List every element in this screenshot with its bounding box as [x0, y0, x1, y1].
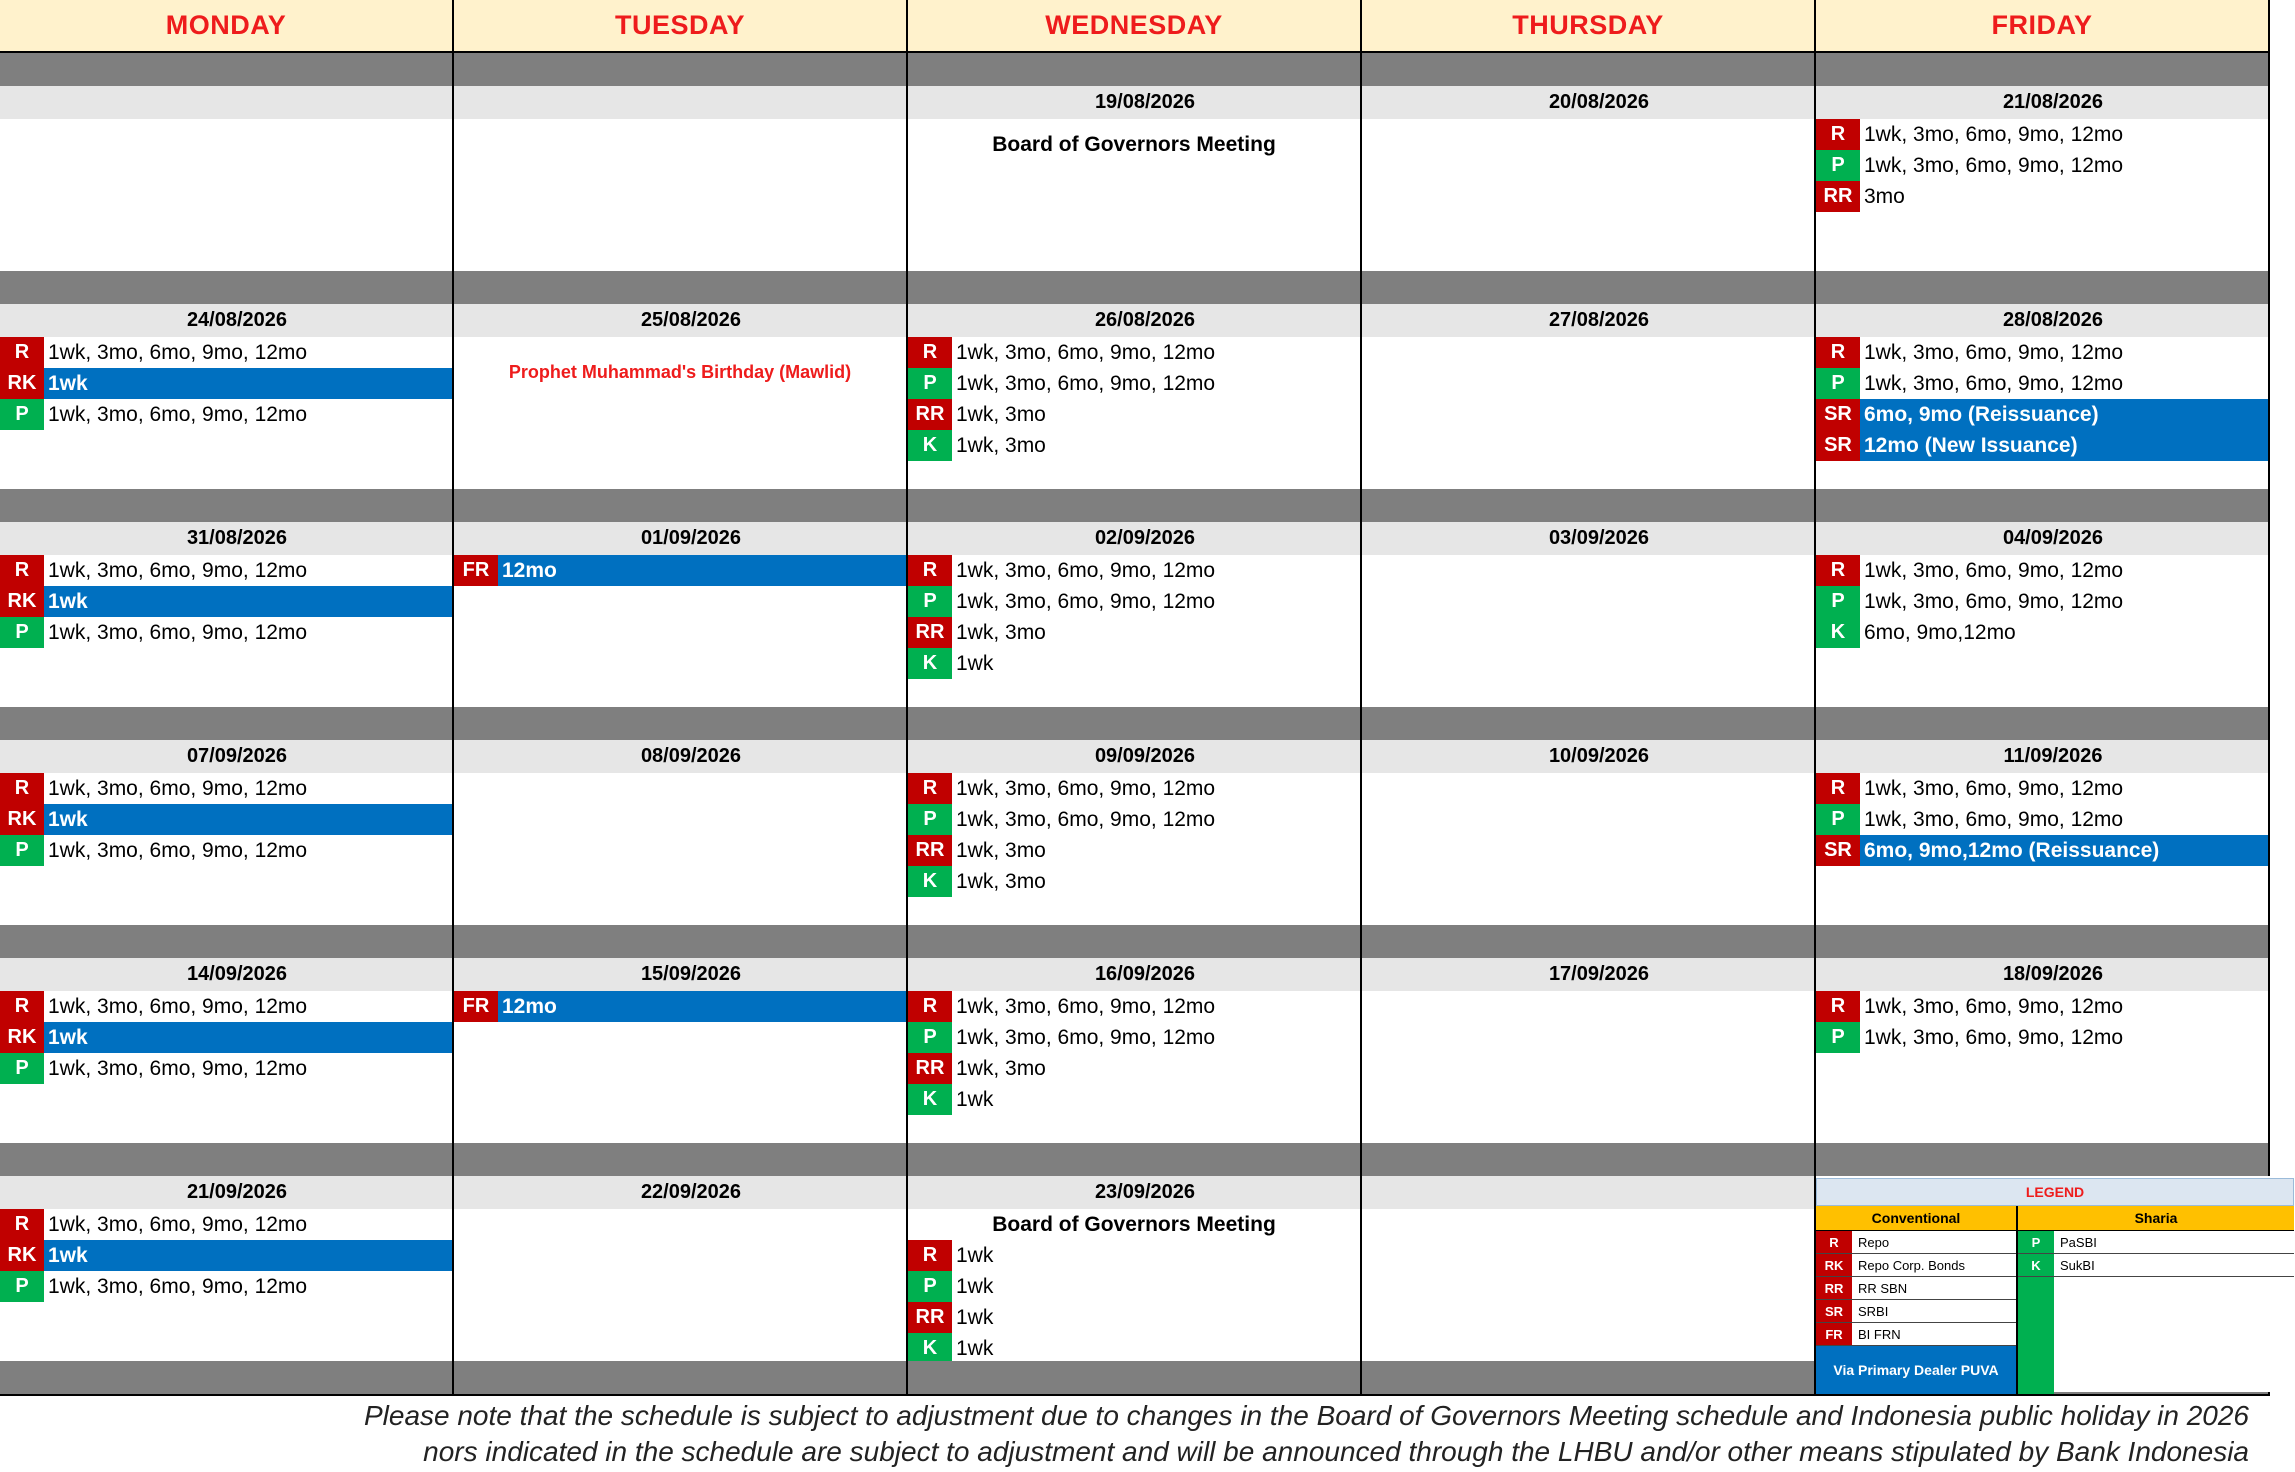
instrument-tag: SR	[1816, 430, 1860, 461]
instrument-tag: P	[0, 1271, 44, 1302]
date-label: 26/08/2026	[908, 304, 1360, 337]
tenor-text: 6mo, 9mo,12mo (Reissuance)	[1864, 838, 2160, 862]
date-label: 04/09/2026	[1816, 522, 2268, 555]
instrument-tag: P	[0, 1053, 44, 1084]
tenor-text: 1wk, 3mo, 6mo, 9mo, 12mo	[956, 807, 1216, 831]
date-label: 08/09/2026	[454, 740, 906, 773]
date-label: 09/09/2026	[908, 740, 1360, 773]
auction-row	[0, 337, 452, 368]
day-cell	[1816, 958, 2270, 1143]
auction-row	[908, 1084, 1360, 1115]
separator	[1816, 489, 2270, 522]
instrument-tag: RK	[0, 1022, 44, 1053]
day-cell	[0, 740, 454, 925]
legend-row	[2018, 1254, 2294, 1277]
day-cell	[454, 304, 908, 489]
separator	[454, 489, 908, 522]
day-cell	[454, 740, 908, 925]
tenor-text: 1wk, 3mo, 6mo, 9mo, 12mo	[1864, 776, 2124, 800]
tenor-text: 1wk, 3mo, 6mo, 9mo, 12mo	[48, 994, 308, 1018]
legend	[1816, 1178, 2294, 1392]
tenor-text: 1wk	[48, 589, 88, 613]
instrument-tag: R	[1816, 119, 1860, 150]
separator	[1816, 1143, 2270, 1176]
day-cell	[908, 740, 1362, 925]
separator	[0, 925, 454, 958]
instrument-tag: R	[0, 337, 44, 368]
tenor-text: 1wk, 3mo, 6mo, 9mo, 12mo	[48, 838, 308, 862]
auction-row	[1816, 1022, 2268, 1053]
instrument-tag: R	[0, 991, 44, 1022]
instrument-tag: R	[908, 991, 952, 1022]
instrument-tag: RR	[1816, 181, 1860, 212]
auction-row	[0, 1022, 452, 1053]
date-label: 01/09/2026	[454, 522, 906, 555]
auction-row	[908, 773, 1360, 804]
tenor-text: 1wk	[48, 1025, 88, 1049]
day-cell	[908, 522, 1362, 707]
instrument-tag: R	[908, 555, 952, 586]
day-cell	[0, 1176, 454, 1361]
tenor-text: 6mo, 9mo (Reissuance)	[1864, 402, 2099, 426]
event-note: Board of Governors Meeting	[992, 133, 1276, 156]
instrument-tag: RR	[908, 617, 952, 648]
tenor-text: 1wk, 3mo, 6mo, 9mo, 12mo	[1864, 1025, 2124, 1049]
legend-row	[1816, 1231, 2016, 1254]
auction-row	[908, 617, 1360, 648]
event-note: Board of Governors Meeting	[992, 1213, 1276, 1236]
separator	[1816, 707, 2270, 740]
separator	[1362, 53, 1816, 86]
date-label: 07/09/2026	[0, 740, 452, 773]
instrument-tag: R	[0, 555, 44, 586]
auction-row	[1816, 399, 2268, 430]
instrument-tag: R	[1816, 337, 1860, 368]
instrument-tag: P	[0, 617, 44, 648]
legend-tag: RK	[1816, 1254, 1852, 1276]
instrument-tag: R	[1816, 555, 1860, 586]
day-cell	[1816, 522, 2270, 707]
auction-row	[0, 1240, 452, 1271]
auction-row	[1816, 181, 2268, 212]
separator	[0, 1143, 454, 1176]
separator	[454, 1143, 908, 1176]
date-label: 28/08/2026	[1816, 304, 2268, 337]
separator	[908, 53, 1362, 86]
auction-row	[908, 1333, 1360, 1361]
separator	[908, 271, 1362, 304]
instrument-tag: K	[908, 430, 952, 461]
auction-row	[908, 337, 1360, 368]
tenor-text: 1wk	[48, 371, 88, 395]
instrument-tag: R	[908, 773, 952, 804]
legend-row	[1816, 1254, 2016, 1277]
tenor-text: 1wk, 3mo, 6mo, 9mo, 12mo	[1864, 153, 2124, 177]
day-cell	[0, 958, 454, 1143]
auction-row	[908, 555, 1360, 586]
auction-row	[1816, 586, 2268, 617]
tenor-text: 1wk, 3mo, 6mo, 9mo, 12mo	[1864, 994, 2124, 1018]
separator	[1362, 707, 1816, 740]
instrument-tag: P	[0, 399, 44, 430]
tenor-text: 1wk, 3mo, 6mo, 9mo, 12mo	[48, 340, 308, 364]
tenor-text: 1wk, 3mo	[956, 1056, 1046, 1080]
date-label: 11/09/2026	[1816, 740, 2268, 773]
tenor-text: 1wk	[956, 1087, 994, 1111]
auction-row	[454, 555, 906, 586]
instrument-tag: K	[1816, 617, 1860, 648]
legend-label: PaSBI	[2060, 1234, 2097, 1250]
tenor-text: 1wk, 3mo, 6mo, 9mo, 12mo	[956, 589, 1216, 613]
legend-tag: SR	[1816, 1300, 1852, 1322]
date-label: 10/09/2026	[1362, 740, 1814, 773]
legend-row	[1816, 1300, 2016, 1323]
date-label: 22/09/2026	[454, 1176, 906, 1209]
auction-row	[1816, 617, 2268, 648]
tenor-text: 1wk	[956, 1305, 994, 1329]
auction-row	[908, 399, 1360, 430]
legend-label: SRBI	[1858, 1303, 1889, 1319]
separator	[1362, 925, 1816, 958]
auction-row	[0, 1271, 452, 1302]
auction-row	[0, 991, 452, 1022]
instrument-tag: RK	[0, 586, 44, 617]
separator	[0, 1361, 454, 1394]
legend-label: BI FRN	[1858, 1326, 1901, 1342]
tenor-text: 1wk, 3mo, 6mo, 9mo, 12mo	[956, 1025, 1216, 1049]
legend-row	[2018, 1231, 2294, 1254]
day-cell	[908, 1176, 1362, 1361]
auction-row	[908, 991, 1360, 1022]
instrument-tag: RR	[908, 1302, 952, 1333]
tenor-text: 1wk, 3mo	[956, 620, 1046, 644]
day-cell	[0, 522, 454, 707]
auction-row	[0, 773, 452, 804]
day-cell	[1816, 304, 2270, 489]
auction-row	[0, 804, 452, 835]
date-label: 24/08/2026	[0, 304, 452, 337]
instrument-tag: SR	[1816, 399, 1860, 430]
date-label: 31/08/2026	[0, 522, 452, 555]
tenor-text: 1wk	[956, 1336, 994, 1360]
separator	[0, 53, 454, 86]
instrument-tag: K	[908, 648, 952, 679]
date-label: 14/09/2026	[0, 958, 452, 991]
day-cell	[1362, 522, 1816, 707]
separator	[1816, 271, 2270, 304]
date-label: 25/08/2026	[454, 304, 906, 337]
tenor-text: 1wk, 3mo, 6mo, 9mo, 12mo	[956, 776, 1216, 800]
instrument-tag: R	[908, 337, 952, 368]
tenor-text: 12mo (New Issuance)	[1864, 433, 2078, 457]
auction-row	[1816, 337, 2268, 368]
day-cell	[1362, 958, 1816, 1143]
tenor-text: 1wk, 3mo	[956, 433, 1046, 457]
auction-row	[1816, 150, 2268, 181]
instrument-tag: P	[908, 804, 952, 835]
day-cell	[454, 958, 908, 1143]
day-cell	[908, 958, 1362, 1143]
tenor-text: 1wk, 3mo	[956, 869, 1046, 893]
date-label	[454, 86, 906, 119]
day-cell	[454, 1176, 908, 1361]
separator	[1362, 1361, 1816, 1394]
instrument-tag: R	[0, 1209, 44, 1240]
tenor-text: 1wk, 3mo, 6mo, 9mo, 12mo	[1864, 589, 2124, 613]
day-cell	[908, 304, 1362, 489]
separator	[1362, 1143, 1816, 1176]
tenor-text: 1wk, 3mo, 6mo, 9mo, 12mo	[48, 558, 308, 582]
tenor-text: 12mo	[502, 994, 557, 1018]
separator	[1362, 489, 1816, 522]
auction-row	[1816, 835, 2268, 866]
instrument-tag: R	[1816, 991, 1860, 1022]
separator	[454, 707, 908, 740]
auction-row	[908, 835, 1360, 866]
separator	[1362, 271, 1816, 304]
instrument-tag: K	[908, 1333, 952, 1361]
auction-row	[1816, 773, 2268, 804]
separator	[454, 925, 908, 958]
tenor-text: 1wk, 3mo, 6mo, 9mo, 12mo	[48, 776, 308, 800]
day-header-friday: FRIDAY	[1816, 0, 2270, 53]
date-label: 20/08/2026	[1362, 86, 1814, 119]
auction-row	[1816, 804, 2268, 835]
separator	[0, 489, 454, 522]
day-cell	[1816, 740, 2270, 925]
separator	[454, 1361, 908, 1394]
disclaimer	[0, 1398, 2249, 1470]
separator	[908, 1143, 1362, 1176]
separator	[0, 271, 454, 304]
disclaimer-line-2: nors indicated in the schedule are subject to adjustment and will be announced through the LHBU and/or other means stipulated by Bank Indonesia	[423, 1436, 2249, 1467]
legend-label: SukBI	[2060, 1257, 2095, 1273]
auction-row	[1816, 991, 2268, 1022]
legend-label: RR SBN	[1858, 1280, 1908, 1296]
tenor-text: 1wk, 3mo, 6mo, 9mo, 12mo	[48, 1212, 308, 1236]
auction-row	[908, 1302, 1360, 1333]
day-cell	[0, 304, 454, 489]
auction-row	[908, 1271, 1360, 1302]
legend-title: LEGEND	[1816, 1178, 2294, 1206]
legend-tag: FR	[1816, 1323, 1852, 1345]
tenor-text: 1wk, 3mo, 6mo, 9mo, 12mo	[956, 558, 1216, 582]
auction-row	[908, 430, 1360, 461]
instrument-tag: P	[908, 1271, 952, 1302]
auction-row	[0, 586, 452, 617]
auction-row	[0, 1053, 452, 1084]
tenor-text: 1wk, 3mo, 6mo, 9mo, 12mo	[48, 620, 308, 644]
legend-row	[1816, 1323, 2016, 1346]
day-header-thursday: THURSDAY	[1362, 0, 1816, 53]
disclaimer-line-1: Please note that the schedule is subject to adjustment due to changes in the Board of Governors Meeting schedule and Indonesia public holiday in 2026	[363, 1400, 2249, 1431]
legend-tag: K	[2018, 1254, 2054, 1276]
tenor-text: 1wk	[956, 1274, 994, 1298]
day-cell	[454, 522, 908, 707]
auction-row	[908, 1240, 1360, 1271]
instrument-tag: RK	[0, 1240, 44, 1271]
day-cell	[0, 86, 454, 271]
auction-row	[0, 835, 452, 866]
auction-row	[1816, 555, 2268, 586]
legend-sharia-header: Sharia	[2018, 1206, 2294, 1231]
legend-tag: R	[1816, 1231, 1852, 1253]
instrument-tag: FR	[454, 555, 498, 586]
separator	[1816, 53, 2270, 86]
legend-conventional-header: Conventional	[1816, 1206, 2016, 1231]
tenor-text: 1wk, 3mo, 6mo, 9mo, 12mo	[1864, 558, 2124, 582]
legend-label: Repo	[1858, 1234, 1890, 1250]
instrument-tag: P	[1816, 150, 1860, 181]
date-label: 21/08/2026	[1816, 86, 2268, 119]
instrument-tag: P	[1816, 1022, 1860, 1053]
day-header-wednesday: WEDNESDAY	[908, 0, 1362, 53]
separator	[0, 707, 454, 740]
tenor-text: 1wk, 3mo, 6mo, 9mo, 12mo	[48, 1056, 308, 1080]
instrument-tag: P	[908, 1022, 952, 1053]
instrument-tag: SR	[1816, 835, 1860, 866]
instrument-tag: FR	[454, 991, 498, 1022]
instrument-tag: RR	[908, 399, 952, 430]
tenor-text: 1wk, 3mo	[956, 402, 1046, 426]
date-label	[0, 86, 452, 119]
auction-row	[908, 368, 1360, 399]
separator	[908, 925, 1362, 958]
instrument-tag: R	[1816, 773, 1860, 804]
auction-row	[1816, 368, 2268, 399]
day-cell	[454, 86, 908, 271]
separator	[908, 707, 1362, 740]
separator	[454, 271, 908, 304]
auction-row	[908, 648, 1360, 679]
auction-row	[908, 1053, 1360, 1084]
separator	[908, 1361, 1362, 1394]
auction-row	[0, 617, 452, 648]
auction-row	[0, 1209, 452, 1240]
date-label: 17/09/2026	[1362, 958, 1814, 991]
separator	[454, 53, 908, 86]
instrument-tag: RR	[908, 835, 952, 866]
date-label	[1362, 1176, 1814, 1209]
legend-row	[1816, 1277, 2016, 1300]
auction-row	[0, 399, 452, 430]
auction-row	[1816, 430, 2268, 461]
holiday-note: Prophet Muhammad's Birthday (Mawlid)	[508, 362, 852, 382]
legend-conventional	[1816, 1206, 2018, 1394]
day-cell	[1362, 86, 1816, 271]
date-label: 16/09/2026	[908, 958, 1360, 991]
instrument-tag: RK	[0, 804, 44, 835]
tenor-text: 1wk, 3mo, 6mo, 9mo, 12mo	[1864, 122, 2124, 146]
auction-row	[908, 586, 1360, 617]
legend-label: Repo Corp. Bonds	[1858, 1257, 1965, 1273]
tenor-text: 1wk, 3mo, 6mo, 9mo, 12mo	[956, 340, 1216, 364]
auction-row	[908, 804, 1360, 835]
instrument-tag: P	[908, 586, 952, 617]
day-header-monday: MONDAY	[0, 0, 454, 53]
date-label: 02/09/2026	[908, 522, 1360, 555]
separator	[908, 489, 1362, 522]
auction-row	[0, 368, 452, 399]
tenor-text: 1wk	[956, 1243, 994, 1267]
tenor-text: 1wk	[48, 1243, 88, 1267]
instrument-tag: P	[1816, 804, 1860, 835]
day-header-tuesday: TUESDAY	[454, 0, 908, 53]
tenor-text: 1wk, 3mo, 6mo, 9mo, 12mo	[1864, 807, 2124, 831]
auction-row	[908, 1022, 1360, 1053]
day-cell	[908, 86, 1362, 271]
instrument-tag: RK	[0, 368, 44, 399]
tenor-text: 1wk, 3mo, 6mo, 9mo, 12mo	[1864, 371, 2124, 395]
instrument-tag: P	[0, 835, 44, 866]
tenor-text: 3mo	[1864, 184, 1905, 208]
auction-row	[0, 555, 452, 586]
instrument-tag: R	[0, 773, 44, 804]
tenor-text: 1wk, 3mo, 6mo, 9mo, 12mo	[48, 1274, 308, 1298]
tenor-text: 1wk, 3mo, 6mo, 9mo, 12mo	[956, 371, 1216, 395]
legend-sharia	[2018, 1206, 2294, 1394]
tenor-text: 6mo, 9mo,12mo	[1864, 620, 2016, 644]
legend-tag: RR	[1816, 1277, 1852, 1299]
tenor-text: 1wk, 3mo, 6mo, 9mo, 12mo	[48, 402, 308, 426]
instrument-tag: P	[908, 368, 952, 399]
date-label: 27/08/2026	[1362, 304, 1814, 337]
instrument-tag: R	[908, 1240, 952, 1271]
instrument-tag: P	[1816, 586, 1860, 617]
date-label: 23/09/2026	[908, 1176, 1360, 1209]
instrument-tag: P	[1816, 368, 1860, 399]
auction-row	[454, 991, 906, 1022]
instrument-tag: K	[908, 866, 952, 897]
separator	[1816, 925, 2270, 958]
tenor-text: 1wk, 3mo, 6mo, 9mo, 12mo	[956, 994, 1216, 1018]
day-cell	[1362, 304, 1816, 489]
date-label: 19/08/2026	[908, 86, 1360, 119]
auction-row	[908, 866, 1360, 897]
tenor-text: 1wk	[956, 651, 994, 675]
tenor-text: 1wk	[48, 807, 88, 831]
tenor-text: 1wk, 3mo, 6mo, 9mo, 12mo	[1864, 340, 2124, 364]
instrument-tag: K	[908, 1084, 952, 1115]
tenor-text: 12mo	[502, 558, 557, 582]
legend-puva-note: Via Primary Dealer PUVA	[1816, 1346, 2016, 1394]
auction-row	[1816, 119, 2268, 150]
legend-tag: P	[2018, 1231, 2054, 1253]
day-cell	[1362, 740, 1816, 925]
instrument-tag: RR	[908, 1053, 952, 1084]
day-cell	[1362, 1176, 1816, 1361]
date-label: 03/09/2026	[1362, 522, 1814, 555]
day-cell	[1816, 86, 2270, 271]
tenor-text: 1wk, 3mo	[956, 838, 1046, 862]
date-label: 15/09/2026	[454, 958, 906, 991]
date-label: 18/09/2026	[1816, 958, 2268, 991]
date-label: 21/09/2026	[0, 1176, 452, 1209]
